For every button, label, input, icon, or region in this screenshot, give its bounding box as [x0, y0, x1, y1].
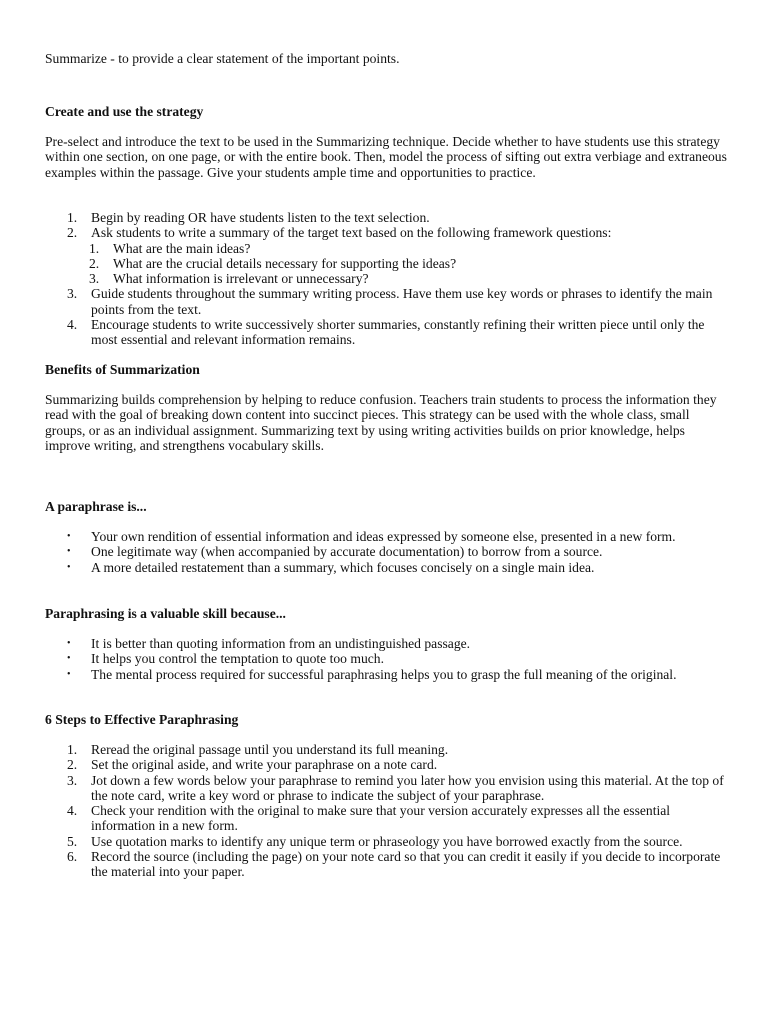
- paraphrase-step: [45, 773, 730, 804]
- paraphrase-step: [45, 742, 730, 757]
- question-text: What information is irrelevant or unnecessary?: [113, 271, 369, 287]
- list-item-text: The mental process required for successful paraphrasing helps you to grasp the full meaning of the original.: [91, 666, 677, 682]
- bullet-glyph: •: [67, 638, 71, 649]
- paraphrase-step: [45, 757, 730, 772]
- list-item: [45, 667, 730, 682]
- list-item-text: A more detailed restatement than a summary, which focuses concisely on a single main idea.: [91, 559, 595, 575]
- step-number: 3.: [67, 772, 78, 788]
- step-text: Use quotation marks to identify any unique term or phraseology you have borrowed exactly from the source.: [91, 833, 683, 849]
- framework-question: [45, 256, 730, 271]
- paraphrase-heading: A paraphrase is...: [45, 499, 147, 514]
- paraphrase-step: [45, 803, 730, 834]
- step-number: 3.: [67, 286, 78, 302]
- list-item: [45, 544, 730, 559]
- step-text: Guide students throughout the summary writing process. Have them use key words or phrases to identify the main points from the text.: [91, 286, 713, 317]
- question-number: 2.: [89, 255, 100, 271]
- list-item: [45, 529, 730, 544]
- list-item-text: One legitimate way (when accompanied by accurate documentation) to borrow from a source.: [91, 544, 603, 560]
- step-number: 1.: [67, 742, 78, 757]
- bullet-glyph: •: [67, 546, 71, 558]
- step-number: 4.: [67, 317, 78, 333]
- bullet-glyph: •: [67, 653, 71, 665]
- benefits-paragraph: Summarizing builds comprehension by helping to reduce confusion. Teachers train students to process the information they read with the goal of breaking down content into succinct pieces. This strategy can be used with the whole class, small groups, or as an individual assignment. Summarizing text by using writing activities builds on prior knowledge, helps improve writing, and strengthens vocabulary skills.: [45, 392, 717, 453]
- list-item-text: It helps you control the temptation to quote too much.: [91, 651, 384, 667]
- paraphrase-step: [45, 834, 730, 849]
- question-number: 1.: [89, 240, 100, 256]
- list-item-text: It is better than quoting information from an undistinguished passage.: [91, 636, 471, 651]
- paraphrase-list: [45, 529, 730, 575]
- question-text: What are the crucial details necessary for supporting the ideas?: [113, 255, 457, 271]
- valuable-list: [45, 636, 730, 682]
- six-steps-list: [45, 742, 730, 880]
- strategy-step: [45, 210, 730, 225]
- question-number: 3.: [89, 271, 100, 287]
- list-item: [45, 636, 730, 651]
- step-text: Set the original aside, and write your paraphrase on a note card.: [91, 757, 438, 773]
- step-text: Jot down a few words below your paraphrase to remind you later how you envision using this material. At the top of the note card, write a key word or phrase to indicate the subject of your paraphrase.: [91, 772, 724, 803]
- framework-question: [45, 271, 730, 286]
- intro-definition: Summarize - to provide a clear statement of the important points.: [45, 51, 400, 66]
- step-text: Record the source (including the page) on your note card so that you can credit it easily if you decide to incorporate the material into your paper.: [91, 849, 721, 880]
- strategy-paragraph: Pre-select and introduce the text to be used in the Summarizing technique. Decide whether to have students use this strategy within one section, on one page, or with the entire book. Then, model the process of sifting out extra verbiage and extraneous examples within the passage. Give your students ample time and opportunities to practice.: [45, 134, 727, 180]
- step-number: 6.: [67, 849, 78, 865]
- bullet-glyph: •: [67, 668, 71, 680]
- step-text: Check your rendition with the original to make sure that your version accurately expresses all the essential information in a new form.: [91, 803, 671, 834]
- list-item-text: Your own rendition of essential information and ideas expressed by someone else, presented in a new form.: [91, 529, 676, 544]
- strategy-step: [45, 286, 730, 317]
- list-item: [45, 560, 730, 575]
- bullet-glyph: •: [67, 561, 71, 573]
- framework-question: [45, 241, 730, 256]
- step-text: Begin by reading OR have students listen to the text selection.: [91, 210, 430, 225]
- step-number: 2.: [67, 757, 78, 773]
- six-steps-heading: 6 Steps to Effective Paraphrasing: [45, 712, 239, 727]
- step-number: 4.: [67, 803, 78, 819]
- step-number: 2.: [67, 225, 78, 241]
- list-item: [45, 651, 730, 666]
- step-text: Reread the original passage until you understand its full meaning.: [91, 742, 449, 757]
- step-number: 1.: [67, 210, 78, 225]
- step-number: 5.: [67, 833, 78, 849]
- benefits-heading: Benefits of Summarization: [45, 362, 200, 377]
- strategy-step: [45, 317, 730, 348]
- step-text: Encourage students to write successively shorter summaries, constantly refining their written piece until only the most essential and relevant information remains.: [91, 317, 705, 348]
- strategy-steps-list: [45, 210, 730, 348]
- paraphrase-step: [45, 849, 730, 880]
- strategy-step: [45, 225, 730, 240]
- bullet-glyph: •: [67, 531, 71, 542]
- valuable-heading: Paraphrasing is a valuable skill because...: [45, 606, 286, 621]
- question-text: What are the main ideas?: [113, 240, 251, 256]
- step-text: Ask students to write a summary of the target text based on the following framework questions:: [91, 225, 612, 241]
- strategy-heading: Create and use the strategy: [45, 104, 204, 119]
